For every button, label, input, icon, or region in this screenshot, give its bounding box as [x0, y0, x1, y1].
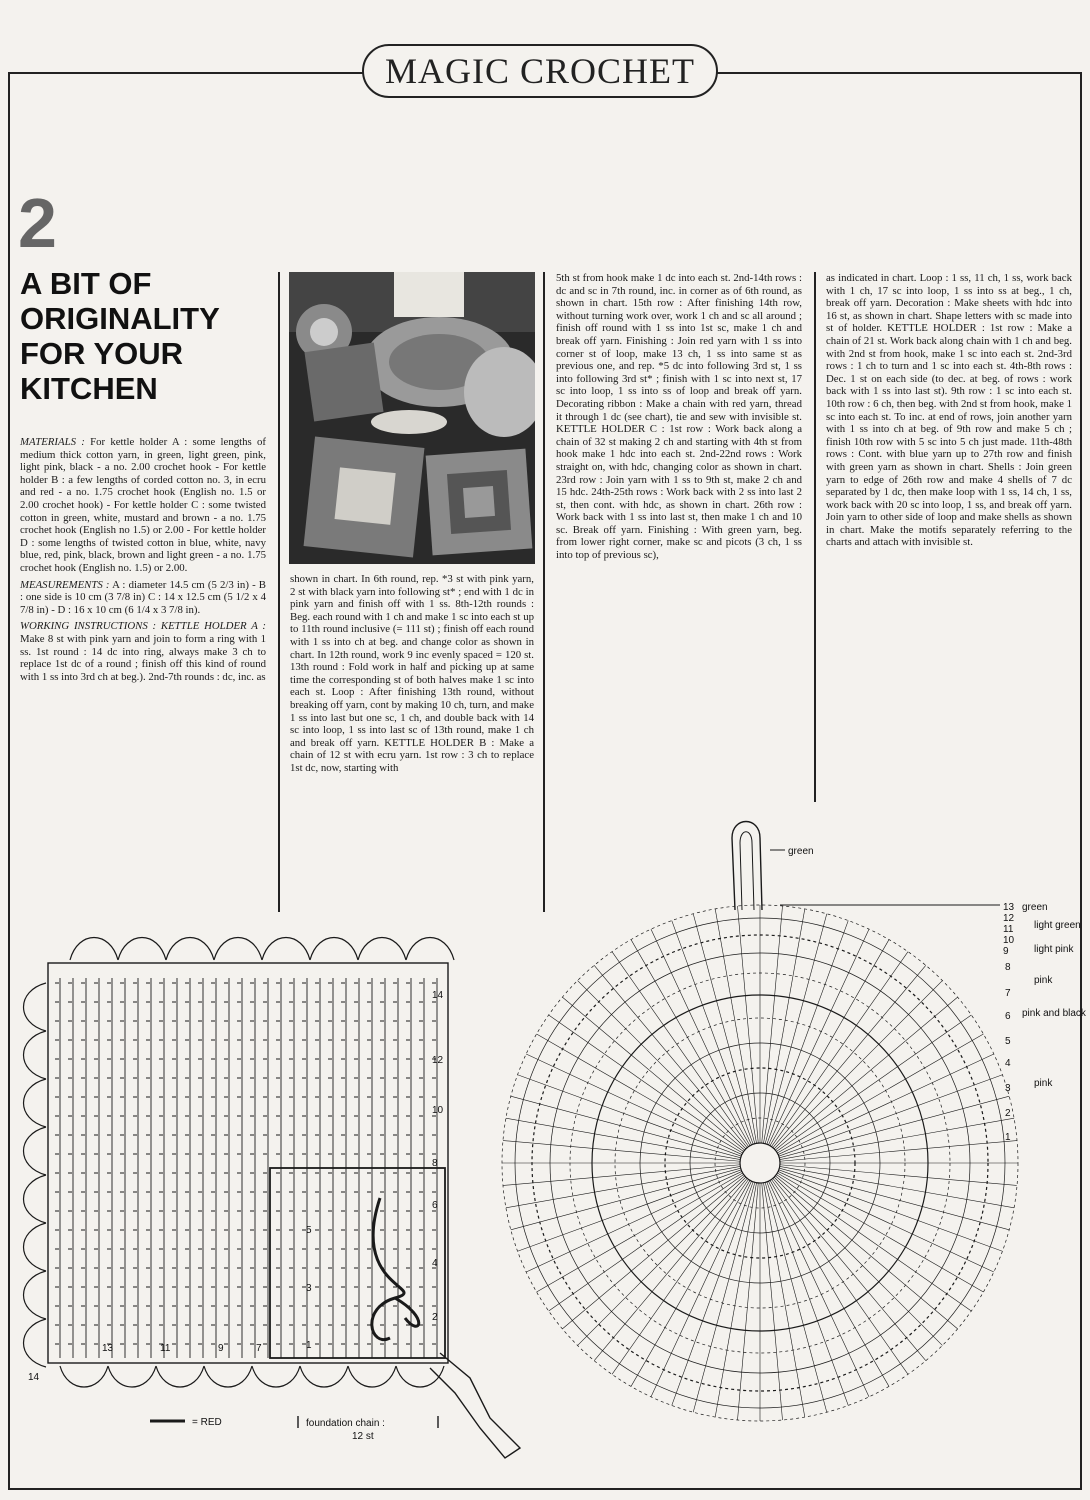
round-spoke	[503, 1165, 740, 1186]
round-spoke	[762, 1183, 783, 1420]
scallop	[262, 938, 310, 961]
row-number: 6	[432, 1200, 438, 1211]
scallop	[24, 1319, 47, 1367]
measurements-label: MEASUREMENTS :	[20, 578, 110, 591]
column-3-text: 5th st from hook make 1 dc into each st. 2nd-14th rows : dc and sc in 7th round, inc. in corner as of 6th round, as shown in chart. 15th row : After finishing 14th row, without turning work over, work 1 ch and sc all around ; finish off round with 1 ss into 1st sc, make 1 ch and break off yarn. Finishing : Join red yarn with 1 ss into corner st of loop, make 13 ch, 1 ss into same st as previous one, and rep. *5 dc into following 3rd st, 1 ss into following 3rd st* ; finish with 1 sc into next st, 17 sc into loop, 1 ss into ss of loop and break off yarn. Decorating ribbon : Make a chain with red yarn, thread it through 1 dc (see chart), tie and sew with invisible st. KETTLE HOLDER C : 1st row : Work back along a chain of 32 st making 2 ch and starting with 4th st from hook make 1 hdc into each st. 2nd-22nd rows : Work straight on, with hdc, changing color as shown in chart. 23rd row : Join yarn with 1 ss to 9th st, make 2 ch and 15 hdc. 24th-25th rows : Work back with 2 ss into last 2 st, then cont. with hdc, as shown in chart. 26th row : Work back with 1 ss into last st, then make 1 ch and 10 sc. Break off yarn. Finishing : With green yarn, beg. from lower right corner, make sc and picots (3 ch, 1 ss into top of previous sc),	[556, 272, 802, 562]
round-number: 2	[1005, 1108, 1011, 1119]
round-number: 3	[1005, 1083, 1011, 1094]
photo-illustration	[289, 272, 535, 564]
scallop	[156, 1366, 204, 1387]
column-rule-3	[814, 272, 816, 802]
measurements-paragraph	[20, 579, 266, 617]
round-spoke	[738, 906, 759, 1143]
round-spoke	[765, 914, 827, 1144]
instructions-label: WORKING INSTRUCTIONS : KETTLE HOLDER A :	[20, 620, 266, 633]
row-number: 2	[432, 1312, 438, 1323]
scallop	[24, 1223, 47, 1271]
round-number: 5	[1005, 1036, 1011, 1047]
round-number: 6	[1005, 1011, 1011, 1022]
scallop	[214, 938, 262, 961]
round-spoke	[693, 914, 755, 1144]
round-spoke	[537, 1034, 743, 1153]
round-number: 12	[1003, 913, 1015, 924]
round-spoke	[775, 1176, 957, 1329]
row-number: 3	[306, 1283, 312, 1294]
text-column-1	[20, 436, 266, 683]
row-number: 14	[28, 1372, 40, 1383]
scallop	[24, 1031, 47, 1079]
column-2-text: shown in chart. In 6th round, rep. *3 st with pink yarn, 2 st with black yarn into following st* ; end with 1 dc in pink yarn and finish off with 1 ss. 8th-12th rounds : Beg. each round with 1 ch and make 1 sc into each st up to 11th round inclusive (= 111 st) ; finish off each round with 1 ss into ch at beg. and change color as shown in chart. In 12th round, work 9 inc evenly spaced = 120 st. 13th round : Fold work in half and picking up at same time the corresponding st of both halves make 1 sc into each st. Loop : After finishing 13th round, without breaking off yarn, cont by making 10 ch, turn, and make 1 ss into last but one sc, 1 ch, and double back with 14 sc into loop, 1 ss into last sc of 13th round, make 1 ch and break off yarn. KETTLE HOLDER B : Make a chain of 12 st with ecru yarn. 1st row : 3 ch to replace 1st dc, now, starting with	[290, 573, 534, 774]
round-spoke	[503, 1141, 740, 1162]
round-spoke	[779, 1096, 1009, 1158]
scallop	[204, 1366, 252, 1387]
materials-text: For kettle holder A : some lengths of medium thick cotton yarn, in green, light green, pink, light pink, black - a no. 2.00 crochet hook - For kettle holder B : a few lengths of corded cotton no. 3, in ecru and red - a no. 1.75 crochet hook (English no. 1.5 or 2.00 crochet hook) - For kettle holder C : some twisted cotton in green, white, mustard and brown - a no. 1.75 crochet hook (English no 1.5) or 2.00 - For kettle holder D : some lengths of twisted cotton in blue, white, navy blue, red, pink, black, brown and light green - a no. 1.75 crochet hook (English no. 1.5) or 2.00.	[20, 436, 266, 574]
round-spoke	[631, 940, 750, 1146]
row-number: 8	[432, 1158, 438, 1169]
round-spoke	[511, 1096, 741, 1158]
round-spoke	[780, 1165, 1017, 1186]
round-number: 9	[1003, 946, 1009, 957]
scallop	[396, 1366, 444, 1387]
row-number: 13	[102, 1343, 114, 1354]
article-number: 2	[18, 184, 57, 262]
instructions-text: Make 8 st with pink yarn and join to form a ring with 1 ss. 1st round : 14 dc into ring, always make 3 ch to replace 1st dc of a round ; finish off this kind of round with 1 ss into 3rd ch at beg.). 2nd-7th rounds : dc, inc. as	[20, 632, 266, 683]
crochet-charts	[0, 818, 1090, 1500]
round-spoke	[777, 1034, 983, 1153]
scallop	[24, 1127, 47, 1175]
round-number: 10	[1003, 935, 1015, 946]
text-column-4	[826, 272, 1072, 549]
kettle-holders-photo	[289, 272, 535, 564]
round-spoke	[770, 1180, 889, 1386]
round-spoke	[770, 940, 889, 1146]
scallop	[24, 983, 47, 1031]
foundation-label: foundation chain :	[306, 1418, 385, 1429]
color-label: pink	[1034, 1078, 1053, 1089]
scallop	[406, 938, 454, 961]
instructions-paragraph	[20, 620, 266, 683]
scallop	[300, 1366, 348, 1387]
foundation-count: 12 st	[352, 1431, 374, 1442]
round-spoke	[594, 1178, 747, 1360]
row-number: 14	[432, 990, 444, 1001]
scallop	[118, 938, 166, 961]
magazine-banner: MAGIC CROCHET	[362, 44, 718, 98]
inner-square	[270, 1168, 445, 1358]
scallop	[24, 1271, 47, 1319]
row-number: 11	[160, 1343, 171, 1354]
text-column-3	[556, 272, 802, 562]
square-outline	[48, 963, 448, 1363]
round-spoke	[562, 997, 744, 1150]
round-spoke	[775, 997, 957, 1150]
round-number: 1	[1005, 1132, 1011, 1143]
round-spoke	[631, 1180, 750, 1386]
row-number: 10	[432, 1105, 444, 1116]
scallop	[108, 1366, 156, 1387]
row-number: 12	[432, 1055, 444, 1066]
round-loop	[732, 822, 762, 911]
round-number: 7	[1005, 988, 1011, 999]
scallop	[358, 938, 406, 961]
round-spoke	[774, 1177, 942, 1345]
row-number: 1	[306, 1340, 312, 1351]
round-spoke	[537, 1173, 743, 1292]
round-number: 11	[1003, 924, 1014, 935]
scallop	[24, 1175, 47, 1223]
square-row-numbers	[28, 990, 444, 1383]
color-label: light green	[1034, 920, 1081, 931]
round-spoke	[511, 1168, 741, 1230]
row-number: 7	[256, 1343, 262, 1354]
scallop	[310, 938, 358, 961]
article-title: A BIT OF ORIGINALITY FOR YOUR KITCHEN	[20, 266, 220, 406]
round-spoke	[773, 1178, 926, 1360]
round-color-labels	[1022, 902, 1087, 1089]
square-chart	[24, 938, 521, 1459]
round-spoke	[693, 1182, 755, 1412]
loop-color-label: green	[788, 846, 814, 857]
round-spoke	[762, 906, 783, 1143]
scallop	[70, 938, 118, 961]
round-spoke	[774, 981, 942, 1149]
column-rule-1	[278, 272, 280, 912]
round-number: 13	[1003, 902, 1015, 913]
color-label: pink	[1034, 975, 1053, 986]
scallop	[252, 1366, 300, 1387]
measurements-text: A : diameter 14.5 cm (5 2/3 in) - B : one side is 10 cm (3 7/8 in) C : 14 x 12.5 cm (5 1/2 x 4 7/8 in) - D : 16 x 10 cm (6 1/4 x 3 7/8 in).	[20, 578, 267, 616]
row-number: 9	[218, 1343, 224, 1354]
column-rule-2	[543, 272, 545, 912]
round-numbers	[1003, 902, 1015, 1143]
row-number: 4	[432, 1258, 438, 1269]
round-spoke	[780, 1141, 1017, 1162]
round-loop-inner	[740, 832, 754, 910]
text-column-2	[290, 573, 534, 775]
color-label: light pink	[1034, 944, 1074, 955]
color-label: green	[1022, 902, 1048, 913]
round-chart	[502, 822, 1018, 1422]
round-spoke	[578, 981, 746, 1149]
round-spoke	[779, 1168, 1009, 1230]
round-spoke	[594, 965, 747, 1147]
round-spoke	[777, 1173, 983, 1292]
round-number: 4	[1005, 1058, 1011, 1069]
materials-paragraph	[20, 436, 266, 575]
round-spoke	[738, 1183, 759, 1420]
color-label: pink and black	[1022, 1008, 1086, 1019]
row-number: 5	[306, 1225, 312, 1236]
round-spoke	[773, 965, 926, 1147]
scallop	[60, 1366, 108, 1387]
ribbon-bow	[372, 1198, 419, 1340]
scallop	[166, 938, 214, 961]
round-spoke	[765, 1182, 827, 1412]
materials-label: MATERIALS :	[20, 436, 85, 448]
column-4-text: as indicated in chart. Loop : 1 ss, 11 ch, 1 ss, work back with 1 ch, 17 sc into loop, 1 ss into ss at beg., 1 ch, break off yarn. Decoration : Make sheets with hdc into 16 st, as shown in chart. Shape letters with sc made into st of holder. KETTLE HOLDER : 1st row : Make a chain of 21 st. Work back along chain with 1 ch and beg. with 2nd st from hook, make 1 sc into each st. 2nd-3rd rows : 1 ch to turn and 1 sc into each st. 4th-8th rows : Dec. 1 st on each side (to dec. at beg. of rows : work back with 1 ss into last st). 9th row : 1 sc into each st. 10th row : 6 ch, then beg. with 2nd st from hook, make 1 sc into each st. To inc. at end of rows, join another yarn with 1 ss into ch at beg. of 9th row and make 5 ch ; finish 10th row with 5 sc into 5 ch just made. 11th-48th rows : Cont. with blue yarn up to 27th row and finish with green yarn as shown in chart. Shells : Join green yarn to edge of 26th row and make 4 shells of 7 dc separated by 1 dc, then make loop with 1 ss, 14 ch, 1 ss, work back with 20 sc into loop, 1 ss, and break off yarn. Join yarn to other side of loop and make shells as shown in chart. Make the motifs separately referring to the charts and attach with invisible st.	[826, 272, 1072, 549]
round-spoke	[562, 1176, 744, 1329]
round-number: 8	[1005, 962, 1011, 973]
red-legend: = RED	[192, 1417, 222, 1428]
scallop	[348, 1366, 396, 1387]
round-spoke	[578, 1177, 746, 1345]
scallop	[24, 1079, 47, 1127]
round-ring	[740, 1143, 780, 1183]
